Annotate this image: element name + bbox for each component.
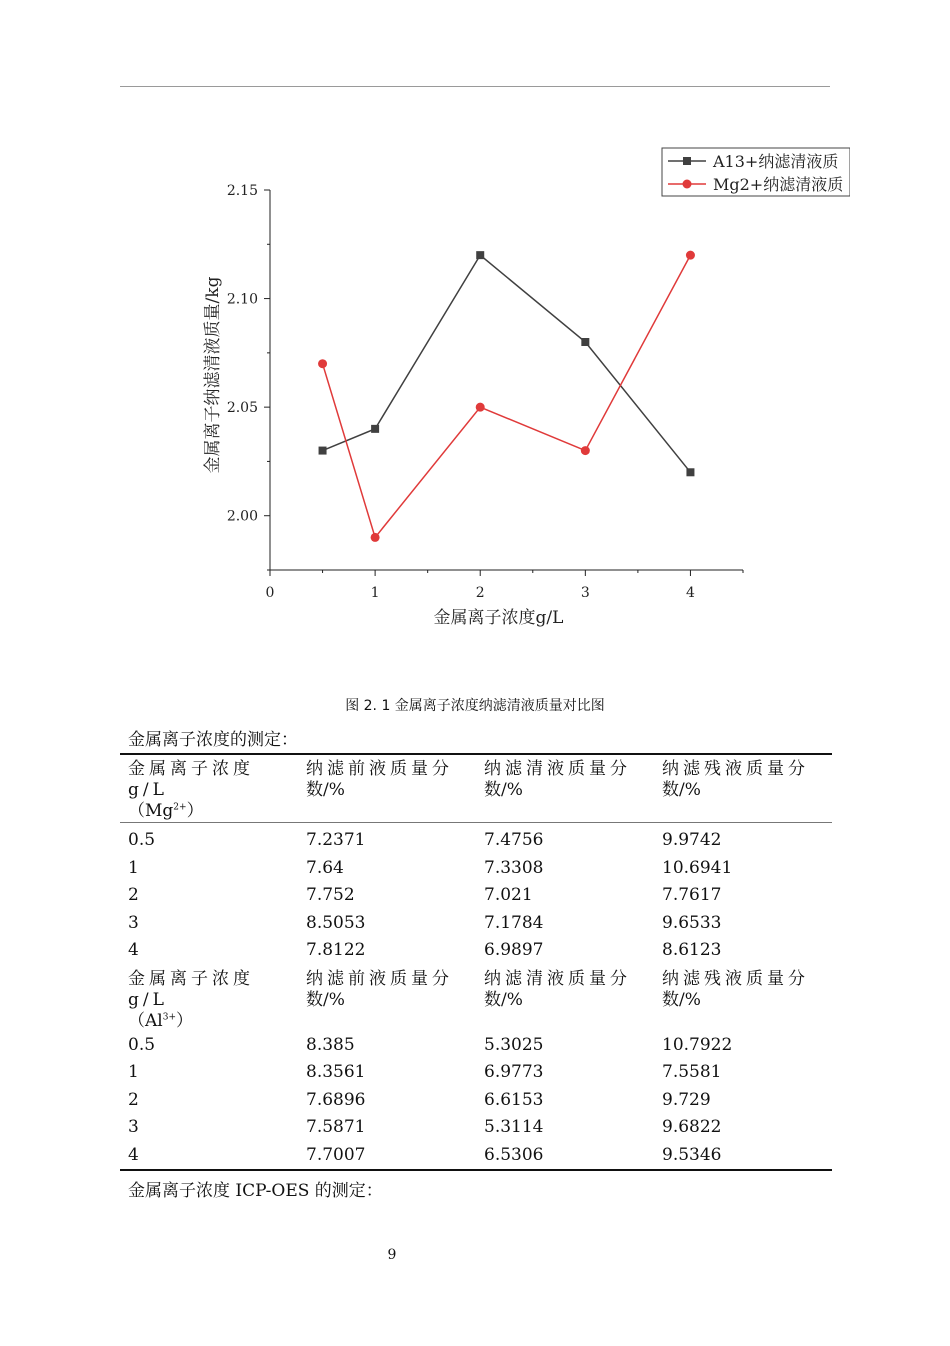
y-tick-label: 2.00 [226, 508, 258, 525]
table-cell: 2 [128, 885, 139, 905]
table-row [120, 1142, 832, 1171]
table-row [120, 855, 832, 883]
header-cell: 金属离子浓度 g/L $(Al^{3+})$ [128, 968, 254, 1031]
table-row [120, 937, 832, 965]
table-cell: 5.3025 [484, 1034, 544, 1055]
table-cell: 7.5871 [306, 1117, 366, 1137]
data-point [319, 447, 327, 455]
legend-marker [683, 180, 692, 189]
table-cell: 4 [128, 940, 139, 960]
table-cell: 8.5053 [306, 912, 366, 933]
header-cell: 纳滤清液质量分 数/% [476, 754, 654, 823]
header-cell: 纳滤前液质量分 数/% [306, 968, 453, 1010]
x-tick-label: 1 [370, 585, 380, 601]
data-point [581, 338, 589, 346]
table-row [120, 1059, 832, 1087]
data-table [120, 753, 832, 1171]
section-title-icp: 金属离子浓度 ICP-OES 的测定： [128, 1181, 383, 1201]
table-cell: 7.7617 [662, 885, 722, 905]
table-cell: 7.2371 [306, 830, 366, 850]
table-cell: 7.5581 [662, 1062, 722, 1082]
legend-label: A13+纳滤清液质 [713, 152, 839, 171]
table-cell: 7.021 [484, 885, 533, 905]
table-cell: 7.8122 [306, 940, 366, 960]
data-point [318, 359, 327, 368]
page-number: 9 [387, 1247, 397, 1263]
table-cell: 9.6533 [662, 912, 722, 933]
table-cell: 7.752 [306, 885, 355, 905]
x-tick-label: 2 [475, 585, 485, 601]
table-cell: 9.6822 [662, 1117, 722, 1137]
header-cell: 金属离子浓度 g/L $(Mg^{2+})$ [120, 754, 298, 823]
x-tick-label: 4 [685, 585, 695, 601]
data-point [686, 251, 695, 260]
table-cell: 1 [128, 857, 139, 878]
series-line-0 [323, 255, 691, 472]
table-cell: 6.9897 [484, 940, 544, 960]
x-tick-label: 3 [580, 585, 590, 601]
line-chart [190, 140, 850, 640]
y-tick-label: 2.10 [226, 291, 258, 308]
data-point [686, 468, 694, 476]
table-cell: 7.64 [306, 857, 344, 878]
table-row [120, 910, 832, 938]
data-point [476, 403, 485, 412]
table-cell: 3 [128, 912, 139, 933]
table-cell: 7.6896 [306, 1089, 366, 1110]
figure-caption: 图 2. 1 金属离子浓度纳滤清液质量对比图 [345, 698, 605, 714]
data-point [476, 251, 484, 259]
table-cell: 6.6153 [484, 1089, 544, 1110]
table-cell: 7.7007 [298, 1142, 476, 1171]
chart-legend [662, 148, 850, 196]
data-point [581, 446, 590, 455]
series-line-1 [323, 255, 691, 537]
x-axis-label: 金属离子浓度g/L [433, 608, 564, 628]
data-point [371, 425, 379, 433]
table-cell: 9.9742 [662, 830, 722, 850]
y-tick-label: 2.05 [226, 400, 258, 417]
table-row [120, 1114, 832, 1142]
table-cell: 0.5 [128, 1034, 156, 1055]
header-rule [120, 86, 830, 87]
data-point [371, 533, 380, 542]
header-cell: 纳滤清液质量分 数/% [484, 968, 631, 1010]
table-header-al [120, 965, 832, 1032]
header-cell: 纳滤残液质量分 数/% [654, 754, 832, 823]
table-cell: 9.5346 [654, 1142, 832, 1171]
table-row [120, 1032, 832, 1060]
table-row [120, 823, 832, 855]
table-cell: 5.3114 [484, 1117, 544, 1137]
table-cell: 8.385 [306, 1034, 355, 1055]
table-cell: 1 [128, 1062, 139, 1082]
header-cell: 纳滤前液质量分 数/% [298, 754, 476, 823]
chart-axes [203, 183, 743, 628]
table-cell: 7.3308 [484, 857, 544, 878]
section-title-concentration: 金属离子浓度的测定： [128, 730, 298, 750]
y-axis-label: 金属离子纳滤清液质量/kg [203, 276, 223, 474]
table-cell: 3 [128, 1117, 139, 1137]
table-header-mg [120, 754, 832, 823]
chart-series [318, 251, 695, 542]
table-cell: 4 [120, 1142, 298, 1171]
table-cell: 2 [128, 1089, 139, 1110]
table-cell: 8.6123 [662, 940, 722, 960]
x-tick-label: 0 [265, 585, 275, 601]
table-cell: 8.3561 [306, 1062, 366, 1082]
table-cell: 10.7922 [662, 1034, 733, 1055]
table-cell: 0.5 [128, 830, 156, 850]
table-cell: 6.9773 [484, 1062, 544, 1082]
table-cell: 7.4756 [484, 830, 544, 850]
legend-label: Mg2+纳滤清液质 [713, 175, 844, 194]
header-cell: 纳滤残液质量分 数/% [662, 968, 809, 1010]
table-cell: 6.5306 [476, 1142, 654, 1171]
table-row [120, 882, 832, 910]
table-cell: 9.729 [662, 1089, 711, 1110]
table-cell: 10.6941 [662, 857, 733, 878]
table-row [120, 1087, 832, 1115]
table-cell: 7.1784 [484, 912, 544, 933]
legend-marker [683, 157, 691, 165]
y-tick-label: 2.15 [226, 183, 258, 199]
